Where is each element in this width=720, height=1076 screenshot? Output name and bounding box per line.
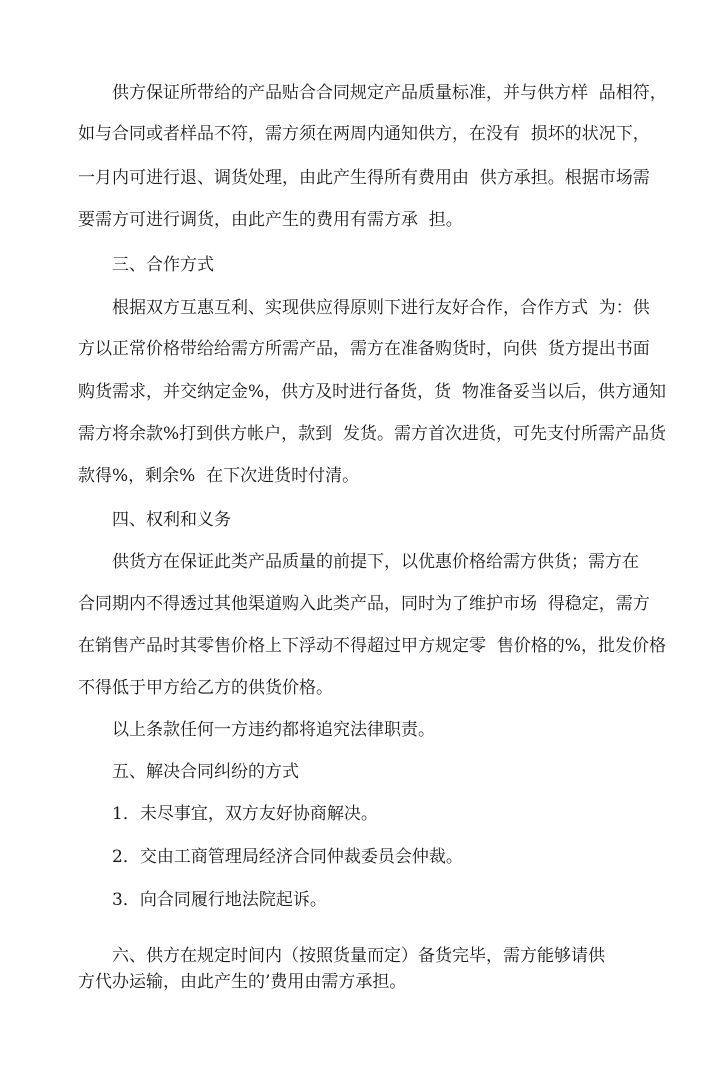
para2-line3: 购货需求，并交纳定金%，供方及时进行备货，货 物准备妥当以后，供方通知 bbox=[78, 382, 666, 402]
para6-line2: 方代办运输，由此产生的’费用由需方承担。 bbox=[78, 972, 407, 992]
para3-line3: 在销售产品时其零售价格上下浮动不得超过甲方规定零 售价格的%，批发价格 bbox=[78, 636, 666, 656]
para1-line2: 如与合同或者样品不符，需方须在两周内通知供方，在没有 损坏的状况下， bbox=[78, 124, 650, 144]
para2-line2: 方以正常价格带给给需方所需产品，需方在准备购货时，向供 货方提出书面 bbox=[78, 339, 650, 359]
para3-line1: 供货方在保证此类产品质量的前提下，以优惠价格给需方供货；需方在 bbox=[112, 552, 639, 572]
section-heading-rights: 四、权利和义务 bbox=[112, 510, 231, 530]
para2-line5: 款得%，剩余% 在下次进货时付清。 bbox=[78, 466, 360, 486]
para2-line1: 根据双方互惠互利、实现供应得原则下进行友好合作，合作方式 为：供 bbox=[112, 298, 650, 318]
para3-line4: 不得低于甲方给乙方的供货价格。 bbox=[78, 678, 333, 698]
para6-line1: 六、供方在规定时间内（按照货量而定）备货完毕，需方能够请供 bbox=[112, 946, 605, 966]
para4-line1: 以上条款任何一方违约都将追究法律职责。 bbox=[112, 720, 435, 740]
list-item-1: 1．未尽事宜，双方友好协商解决。 bbox=[112, 804, 378, 824]
list-item-3: 3．向合同履行地法院起诉。 bbox=[112, 890, 327, 910]
list-item-2: 2．交由工商管理局经济合同仲裁委员会仲裁。 bbox=[112, 847, 463, 867]
para1-line1: 供方保证所带给的产品贴合合同规定产品质量标准，并与供方样 品相符， bbox=[112, 83, 667, 103]
para3-line2: 合同期内不得透过其他渠道购入此类产品，同时为了维护市场 得稳定，需方 bbox=[78, 594, 650, 614]
para2-line4: 需方将余款%打到供方帐户，款到 发货。需方首次进货，可先支付所需产品货 bbox=[78, 424, 666, 444]
section-heading-cooperation: 三、合作方式 bbox=[112, 255, 214, 275]
para1-line3: 一月内可进行退、调货处理，由此产生得所有费用由 供方承担。根据市场需 bbox=[78, 168, 650, 188]
section-heading-disputes: 五、解决合同纠纷的方式 bbox=[112, 762, 299, 782]
para1-line4: 要需方可进行调货，由此产生的费用有需方承 担。 bbox=[78, 210, 463, 230]
